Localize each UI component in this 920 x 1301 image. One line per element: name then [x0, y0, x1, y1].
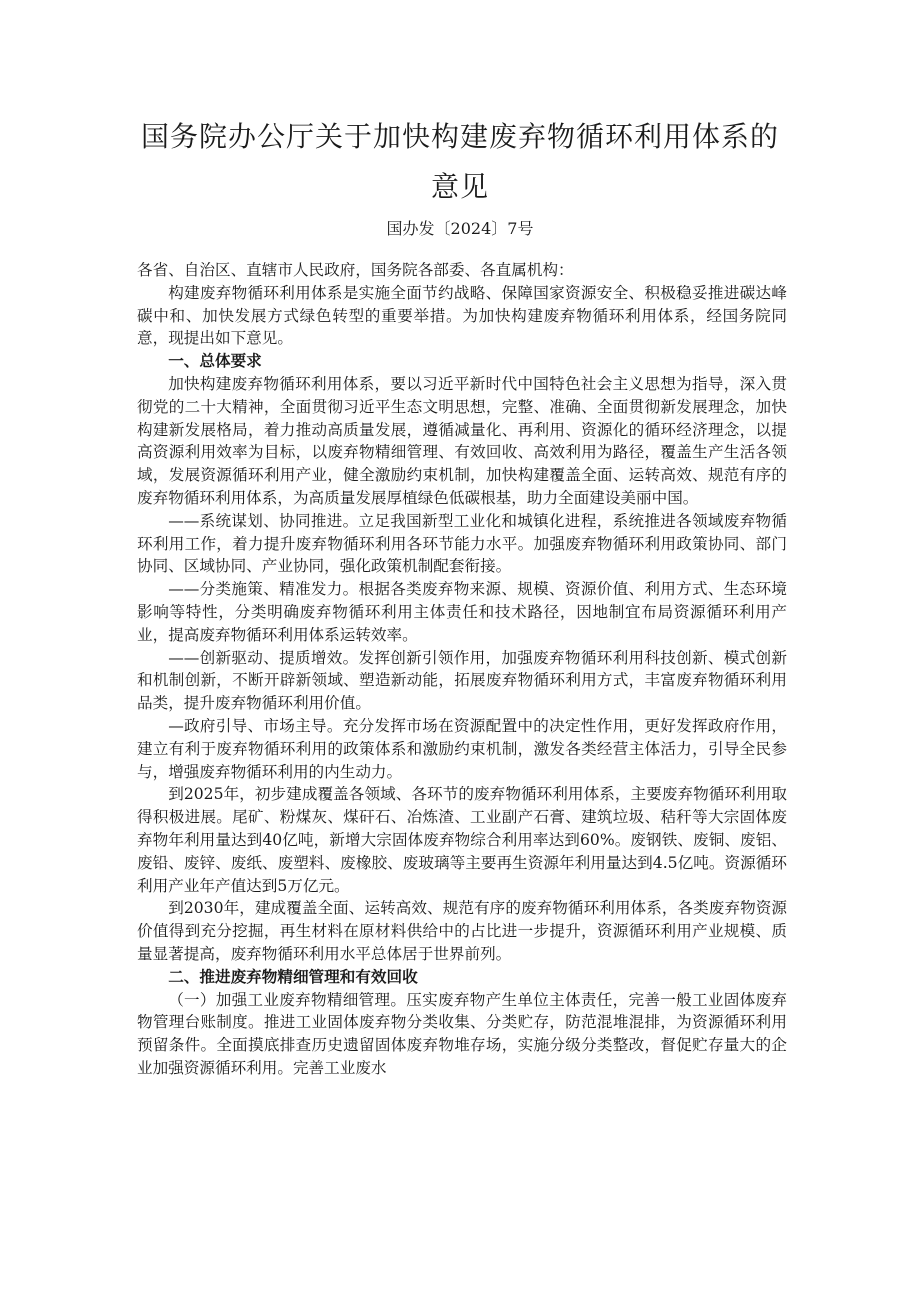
document-body	[137, 259, 787, 1080]
salutation: 各省、自治区、直辖市人民政府，国务院各部委、各直属机构：	[137, 261, 574, 279]
section-2-heading: 二、推进废弃物精细管理和有效回收	[168, 967, 418, 986]
section-1-heading: 一、总体要求	[168, 352, 262, 371]
intro-paragraph: 构建废弃物循环利用体系是实施全面节约战略、保障国家资源安全、积极稳妥推进碳达峰碳中和、加快发展方式绿色转型的重要举措。为加快构建废弃物循环利用体系，经国务院同意，现提出如下意见。	[137, 283, 787, 348]
document-number: 国办发〔2024〕7号	[386, 219, 534, 238]
document-title-line-1: 国务院办公厅关于加快构建废弃物循环利用体系的	[140, 120, 779, 153]
principle-4-paragraph: —政府引导、市场主导。充分发挥市场在资源配置中的决定性作用，更好发挥政府作用，建立有利于废弃物循环利用的政策体系和激励约束机制，激发各类经营主体活力，引导全民参与，增强废弃物循环利用的内生动力。	[137, 716, 787, 781]
goal-2030-paragraph: 到2030年，建成覆盖全面、运转高效、规范有序的废弃物循环利用体系，各类废弃物资源价值得到充分挖掘，再生材料在原材料供给中的占比进一步提升，资源循环利用产业规模、质量显著提高，废弃物循环利用水平总体居于世界前列。	[137, 899, 787, 963]
section-1-paragraph: 加快构建废弃物循环利用体系，要以习近平新时代中国特色社会主义思想为指导，深入贯彻党的二十大精神，全面贯彻习近平生态文明思想，完整、准确、全面贯彻新发展理念，加快构建新发展格局，着力推动高质量发展，遵循减量化、再利用、资源化的循环经济理念，以提高资源利用效率为目标，以废弃物精细管理、有效回收、高效利用为路径，覆盖生产生活各领域，发展资源循环利用产业，健全激励约束机制，加快构建覆盖全面、运转高效、规范有序的废弃物循环利用体系，为高质量发展厚植绿色低碳根基，助力全面建设美丽中国。	[137, 374, 787, 507]
section-2-paragraph: （一）加强工业废弃物精细管理。压实废弃物产生单位主体责任，完善一般工业固体废弃物管理台账制度。推进工业固体废弃物分类收集、分类贮存，防范混堆混排，为资源循环利用预留条件。全面摸底排查历史遗留固体废弃物堆存场，实施分级分类整改，督促贮存量大的企业加强资源循环利用。完善工业废水	[137, 990, 787, 1077]
principle-2-paragraph: ——分类施策、精准发力。根据各类废弃物来源、规模、资源价值、利用方式、生态环境影响等特性，分类明确废弃物循环利用主体责任和技术路径，因地制宜布局资源循环利用产业，提高废弃物循环利用体系运转效率。	[137, 580, 787, 644]
title-block	[130, 112, 790, 242]
principle-3-paragraph: ——创新驱动、提质增效。发挥创新引领作用，加强废弃物循环利用科技创新、模式创新和机制创新，不断开辟新领域、塑造新动能，拓展废弃物循环利用方式，丰富废弃物循环利用品类，提升废弃物循环利用价值。	[137, 648, 787, 713]
document-title-line-2: 意见	[430, 170, 489, 203]
goal-2025-paragraph: 到2025年，初步建成覆盖各领域、各环节的废弃物循环利用体系，主要废弃物循环利用取得积极进展。尾矿、粉煤灰、煤矸石、冶炼渣、工业副产石膏、建筑垃圾、秸秆等大宗固体废弃物年利用量达到40亿吨，新增大宗固体废弃物综合利用率达到60%。废钢铁、废铜、废铝、废铅、废锌、废纸、废塑料、废橡胶、废玻璃等主要再生资源年利用量达到4.5亿吨。资源循环利用产业年产值达到5万亿元。	[137, 785, 787, 895]
principle-1-paragraph: ——系统谋划、协同推进。立足我国新型工业化和城镇化进程，系统推进各领域废弃物循环利用工作，着力提升废弃物循环利用各环节能力水平。加强废弃物循环利用政策协同、部门协同、区域协同、产业协同，强化政策机制配套衔接。	[137, 511, 787, 576]
